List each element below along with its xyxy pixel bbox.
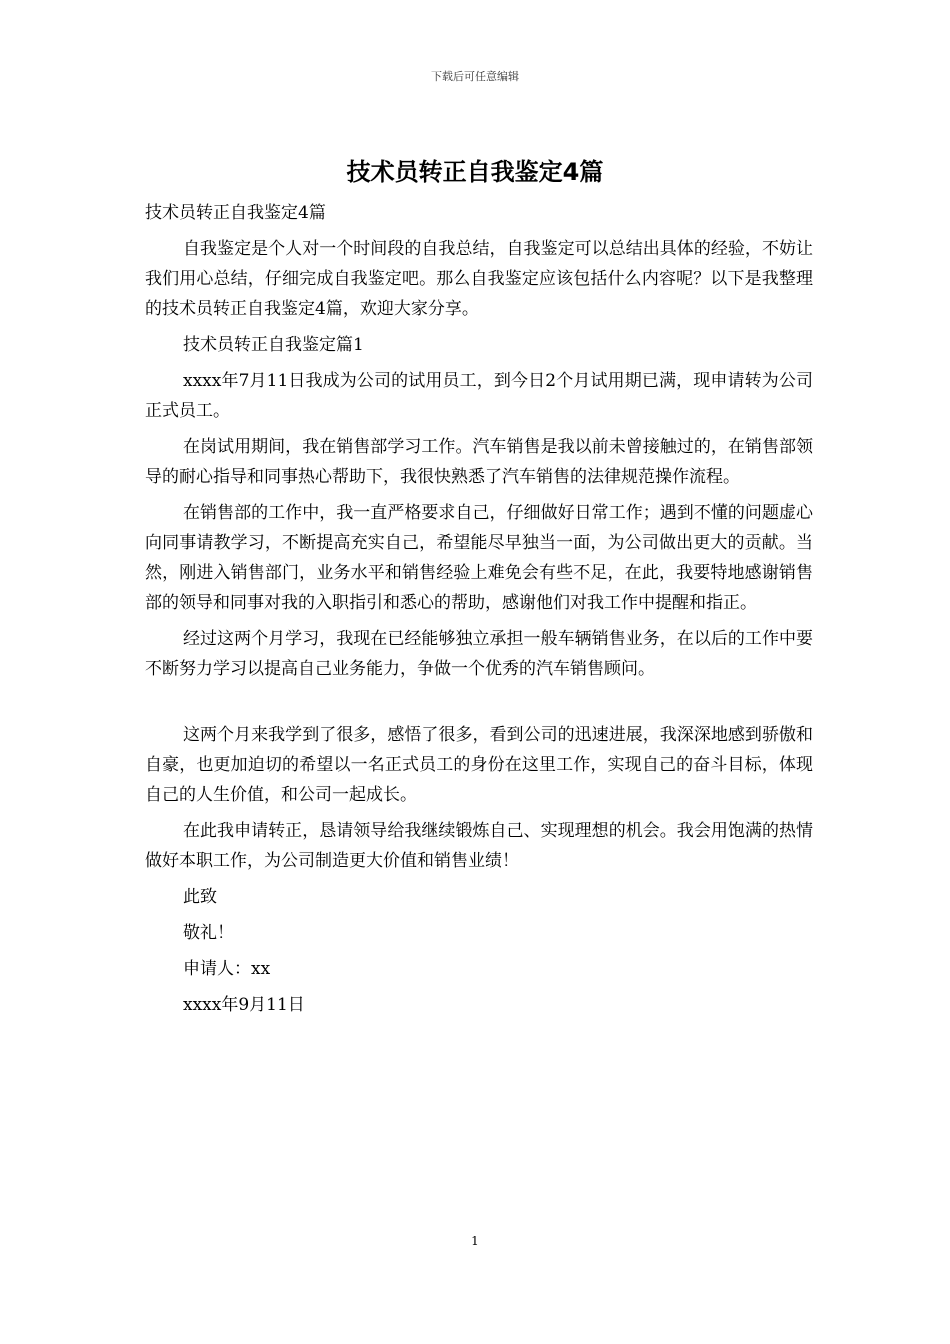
page-number: 1 (471, 1234, 479, 1248)
document-title: 技术员转正自我鉴定4篇 (346, 158, 604, 186)
applicant-line: 申请人：xx (183, 959, 271, 979)
body-paragraph: 这两个月来我学到了很多，感悟了很多，看到公司的迅速进展，我深深地感到骄傲和自豪，也更加迫切的希望以一名正式员工的身份在这里工作，实现自己的奋斗目标，体现自己的人生价值，和公司一起成长。 (145, 725, 813, 805)
body-paragraph: 在此我申请转正，恳请领导给我继续锻炼自己、实现理想的机会。我会用饱满的热情做好本职工作，为公司制造更大价值和销售业绩！ (145, 821, 813, 871)
header-note: 下载后可任意编辑 (431, 70, 519, 83)
subtitle-line: 技术员转正自我鉴定4篇 (145, 203, 326, 223)
section-heading: 技术员转正自我鉴定篇1 (183, 335, 364, 355)
document-body (145, 198, 813, 1026)
closing-regards: 敬礼！ (183, 923, 234, 943)
date-line: xxxx年9月11日 (183, 995, 305, 1015)
body-paragraph: 在销售部的工作中，我一直严格要求自己，仔细做好日常工作；遇到不懂的问题虚心向同事请教学习，不断提高充实自己，希望能尽早独当一面，为公司做出更大的贡献。当然，刚进入销售部门，业务水平和销售经验上难免会有些不足，在此，我要特地感谢销售部的领导和同事对我的入职指引和悉心的帮助，感谢他们对我工作中提醒和指正。 (145, 503, 813, 613)
intro-paragraph: 自我鉴定是个人对一个时间段的自我总结，自我鉴定可以总结出具体的经验，不妨让我们用心总结，仔细完成自我鉴定吧。那么自我鉴定应该包括什么内容呢？以下是我整理的技术员转正自我鉴定4篇，欢迎大家分享。 (145, 239, 813, 319)
closing-salutation: 此致 (183, 887, 217, 907)
body-paragraph: 经过这两个月学习，我现在已经能够独立承担一般车辆销售业务，在以后的工作中要不断努力学习以提高自己业务能力，争做一个优秀的汽车销售顾问。 (145, 629, 813, 679)
body-paragraph: 在岗试用期间，我在销售部学习工作。汽车销售是我以前未曾接触过的，在销售部领导的耐心指导和同事热心帮助下，我很快熟悉了汽车销售的法律规范操作流程。 (145, 437, 813, 487)
body-paragraph: xxxx年7月11日我成为公司的试用员工，到今日2个月试用期已满，现申请转为公司正式员工。 (145, 371, 813, 421)
